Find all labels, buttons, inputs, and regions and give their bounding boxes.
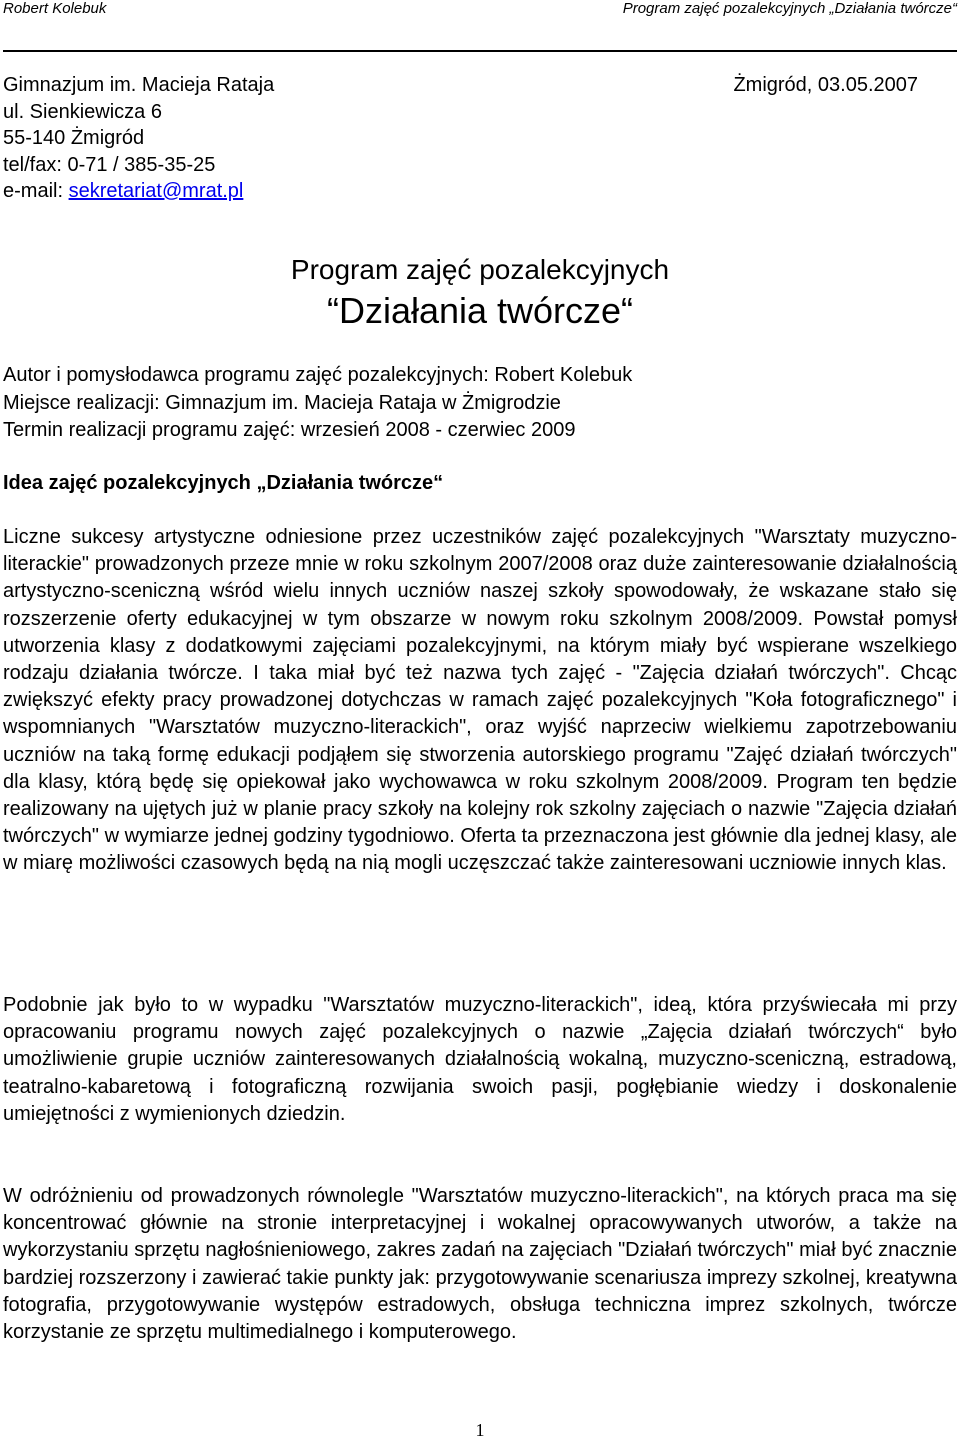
document-title-block <box>0 252 960 334</box>
document-subtitle: “Działania twórcze“ <box>326 290 634 331</box>
header-author: Robert Kolebuk <box>3 0 107 17</box>
email-label: e-mail: <box>3 180 69 202</box>
section-heading: Idea zajęć pozalekcyjnych „Działania twórcze“ <box>3 472 444 494</box>
school-street: ul. Sienkiewicza 6 <box>3 100 162 123</box>
page-header <box>3 0 957 22</box>
page-number: 1 <box>475 1420 485 1440</box>
school-email-line <box>3 178 274 205</box>
body-paragraph: Liczne sukcesy artystyczne odniesione przez uczestników zajęć pozalekcyjnych "Warsztaty muzyczno-literackie" prowadzonych przeze mnie w roku szkolnym 2007/2008 oraz duże zainteresowanie działalnością artystyczno-sceniczną wśród wielu innych uczniów naszej szkoły spowodowały, że wskazane stało się rozszerzenie oferty edukacyjnej w tym obszarze w nowym roku szkolnym 2008/2009. Powstał pomysł utworzenia klasy z dodatkowymi zajęciami pozalekcyjnymi, na którym miały być wspierane wszelkiego rodzaju działania twórcze. I taka miał być też nazwa tych zajęć - "Zajęcia działań twórczych". Chcąc zwiększyć efekty pracy prowadzonej dotychczas w ramach zajęć pozalekcyjnych "Koła fotograficznego" i wspomnianych "Warsztatów muzyczno-literackich", oraz wyjść naprzeciw wielkiemu zapotrzebowaniu uczniów na taką formę edukacji podjąłem się stworzenia autorskiego programu "Zajęć działań twórczych" dla klasy, którą będę się opiekował jako wychowawca w roku szkolnym 2008/2009. Program ten będzie realizowany na ujętych już w planie pracy szkoły na kolejny rok szkolny zajęciach o nazwie "Zajęcia działań twórczych" w wymiarze jednej godziny tygodniowo. Oferta ta przeznaczona jest głównie dla jednej klasy, ale w miarę możliwości czasowych będą na nią mogli uczęszczać także zainteresowani uczniowie innych klas. <box>3 526 957 875</box>
header-document-title: Program zajęć pozalekcyjnych „Działania twórcze“ <box>622 0 957 17</box>
email-link[interactable]: sekretariat@mrat.pl <box>68 180 244 202</box>
program-author: Autor i pomysłodawca programu zajęć pozalekcyjnych: Robert Kolebuk <box>3 364 633 386</box>
program-term: Termin realizacji programu zajęć: wrzesień 2008 - czerwiec 2009 <box>3 419 576 441</box>
body-paragraph: Podobnie jak było to w wypadku "Warsztatów muzyczno-literackich", ideą, która przyświecała mi przy opracowaniu programu nowych zajęć pozalekcyjnych o nazwie „Zajęcia działań twórczych“ było umożliwienie grupie uczniów zainteresowanych działalnością wokalną, muzyczno-sceniczną, estradową, teatralno-kabaretową i fotograficzną rozwijania swoich pasji, pogłębianie wiedzy i doskonalenie umiejętności z wymienionych dziedzin. <box>3 994 957 1125</box>
school-phone: tel/fax: 0-71 / 385-35-25 <box>3 153 216 176</box>
header-divider <box>3 50 957 52</box>
body-paragraph: W odróżnieniu od prowadzonych równolegle "Warsztatów muzyczno-literackich", na których praca ma się koncentrować głównie na stronie interpretacyjnej i wokalnej opracowywanych utworów, a także na wykorzystaniu sprzętu nagłośnieniowego, zakres zadań na zajęciach "Działań twórczych" miał być znacznie bardziej rozszerzony i zawierać takie punkty jak: przygotowywanie scenariusza imprezy szkolnej, kreatywna fotografia, przygotowywanie występów estradowych, obsługa techniczna imprez szkolnych, twórcze korzystanie ze sprzętu multimedialnego i komputerowego. <box>3 1185 957 1344</box>
program-location: Miejsce realizacji: Gimnazjum im. Macieja Rataja w Żmigrodzie <box>3 391 561 414</box>
program-meta <box>3 362 632 445</box>
school-name: Gimnazjum im. Macieja Rataja <box>3 74 275 96</box>
school-postal-code: 55-140 Żmigród <box>3 127 145 149</box>
place-and-date: Żmigród, 03.05.2007 <box>733 74 918 96</box>
school-address-block <box>3 72 274 205</box>
document-title: Program zajęć pozalekcyjnych <box>290 254 670 285</box>
